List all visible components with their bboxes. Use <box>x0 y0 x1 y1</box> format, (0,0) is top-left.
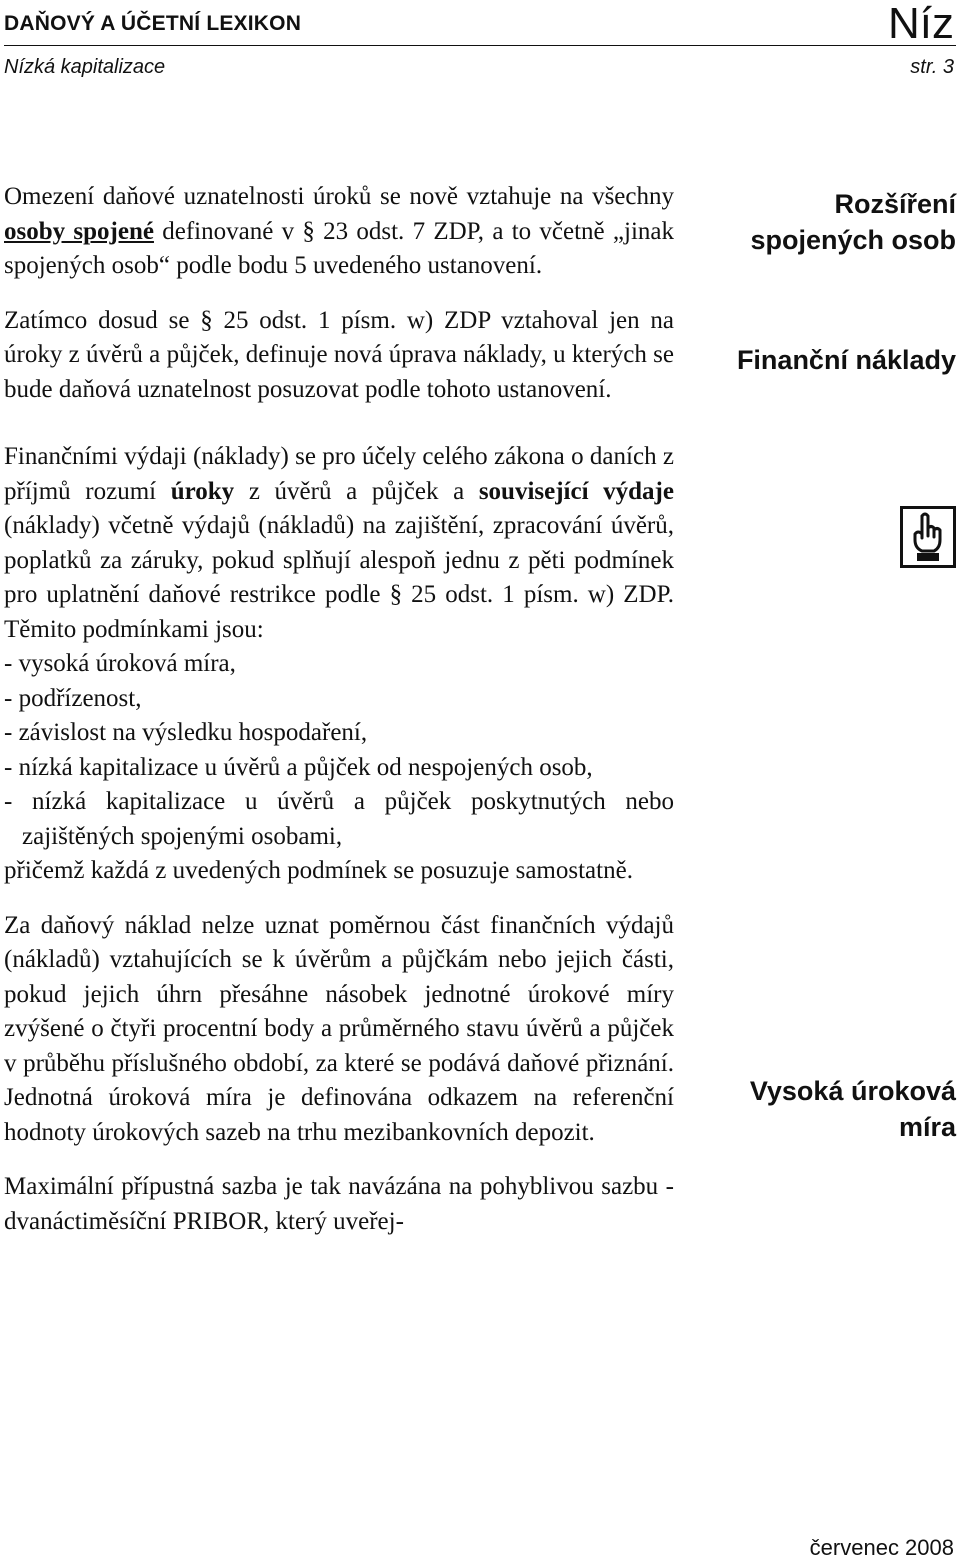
p3-text-d: (náklady) včetně výdajů (nákladů) na zajištění, zpracování úvěrů, poplatků za záruky, pokud splňují alespoň jednu z pěti podmínek pro uplatnění daňové restrikce podle § 25 odst. 1 písm. w) ZDP. Těmito podmínkami jsou: <box>4 512 674 643</box>
paragraph-high-interest: Za daňový náklad nelze uznat poměrnou část finančních výdajů (nákladů) vztahujících se k úvěrům a půjčkám nebo jejich části, pokud jejich úhrn přesáhne násobek jednotné úrokové míry zvýšené o čtyři procentní body a průměrného stavu úvěrů a půjček v průběhu příslušného období, za které se podává daňové přiznání. Jednotná úroková míra je definována odkazem na referenční hodnoty úrokových sazeb na trhu mezibankovních depozit. <box>4 911 674 1146</box>
paragraph-conditions-end: přičemž každá z uvedených podmínek se posuzuje samostatně. <box>4 857 633 884</box>
paragraph-financial-expenses <box>4 440 674 647</box>
section-subtitle: Nízká kapitalizace <box>4 56 166 78</box>
list-item: - nízká kapitalizace u úvěrů a půjček poskytnutých nebo zajištěných spojenými osobami, <box>4 785 674 854</box>
pointing-hand-icon <box>900 506 956 568</box>
list-item: - vysoká úroková míra, <box>4 647 674 682</box>
related-persons-link[interactable]: osoby spojené <box>4 217 154 245</box>
term-interest: úroky <box>170 477 235 505</box>
paragraph-financial-costs: Zatímco dosud se § 25 odst. 1 písm. w) ZDP vztahoval jen na úroky z úvěrů a půjček, definuje nová úprava náklady, u kterých se bude daňová uznatelnost posuzovat podle tohoto ustanovení. <box>4 306 674 403</box>
conditions-list <box>4 647 674 854</box>
page-number: str. 3 <box>910 56 954 78</box>
p3-text-c: z úvěrů a půjček a <box>234 477 479 505</box>
issue-date: červenec 2008 <box>809 1535 954 1560</box>
header-divider <box>4 45 956 46</box>
margin-note-high-interest: Vysoká úroková míra <box>749 1076 956 1142</box>
margin-note-related-persons: Rozšíření spojených osob <box>750 189 956 255</box>
section-code: Níz <box>888 0 954 48</box>
paragraph-related-persons <box>4 180 674 284</box>
list-item: - nízká kapitalizace u úvěrů a půjček od nespojených osob, <box>4 751 674 786</box>
margin-note-financial-costs: Finanční náklady <box>736 345 956 375</box>
list-item: - závislost na výsledku hospodaření, <box>4 716 674 751</box>
p1-text-a: Omezení daňové uznatelnosti úroků se nově vztahuje na všechny <box>4 183 674 210</box>
list-item: - podřízenost, <box>4 682 674 717</box>
p1-text-b: definované v § 23 odst. 7 ZDP, a to včetně „jinak spojených osob“ podle bodu 5 uvedeného ustanovení. <box>4 217 675 279</box>
main-text-column <box>4 180 674 1259</box>
lexicon-title: DAŇOVÝ A ÚČETNÍ LEXIKON <box>4 12 302 35</box>
p3-text-a: Finančními výdaji (náklady) se pro účely celého zákona o daních z příjmů rozumí <box>4 443 674 505</box>
term-related-expenses: související výdaje <box>478 477 674 505</box>
paragraph-max-rate: Maximální přípustná sazba je tak navázána na pohyblivou sazbu - dvanáctiměsíční PRIBOR, který uveřej- <box>4 1173 674 1235</box>
